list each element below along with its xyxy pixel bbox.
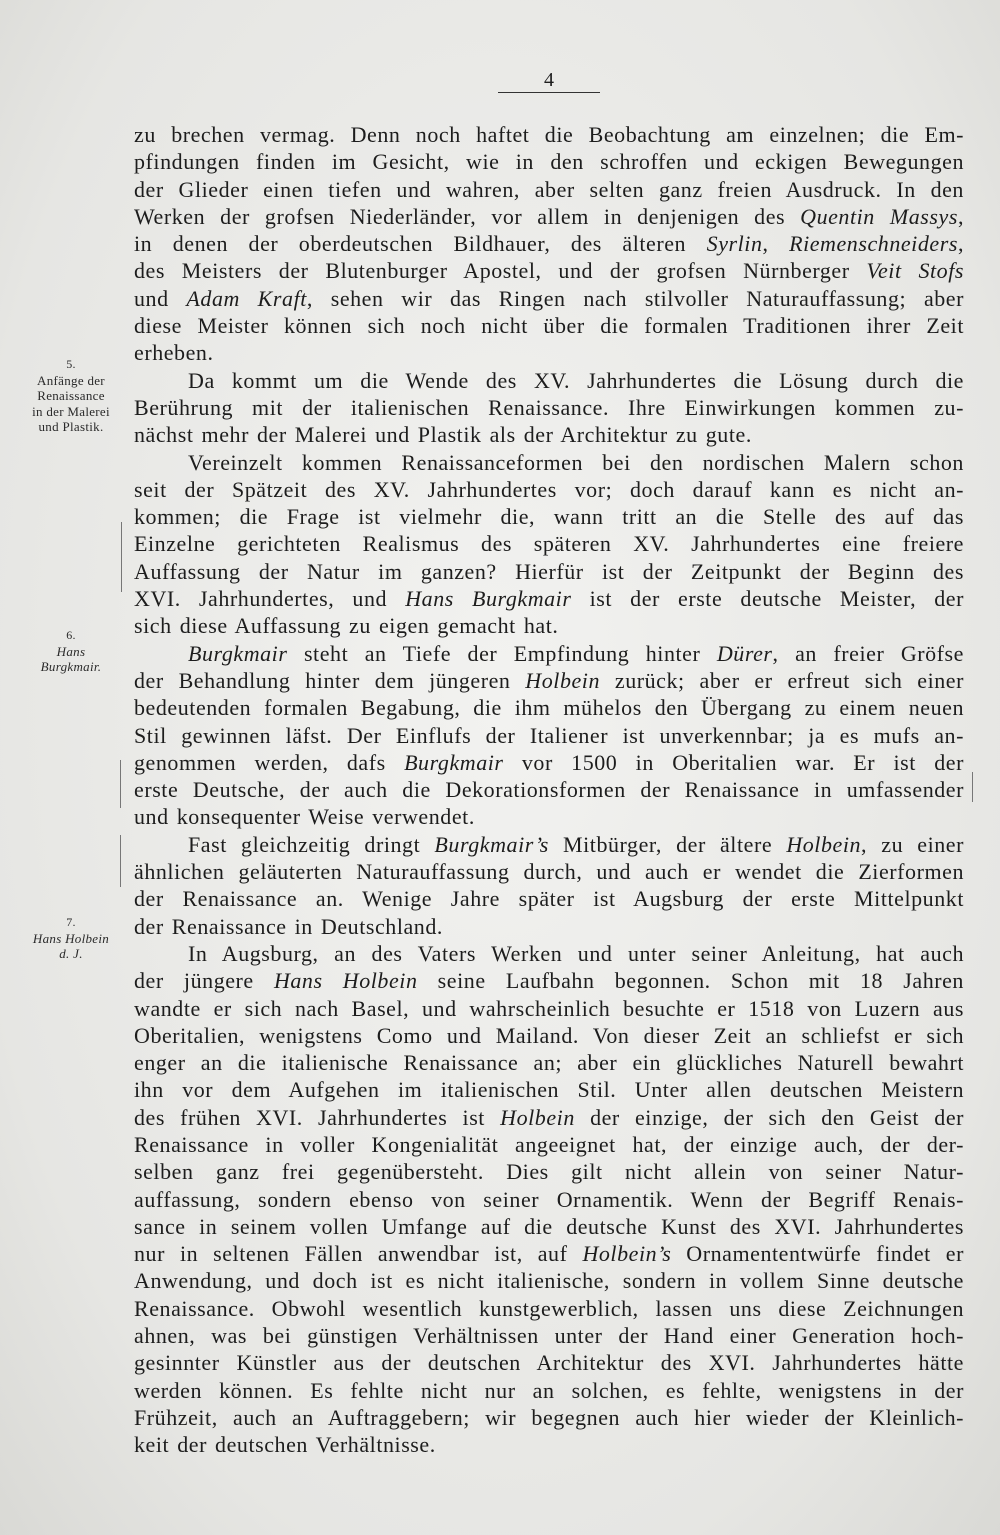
text-line: erheben. [134, 340, 214, 366]
text-line: seit der Spätzeit des XV. Jahrhundertes vor; doch darauf kann es nicht an- [134, 476, 964, 502]
text-line: Fast gleichzeitig dringt Burgkmair’s Mitbürger, der ältere Holbein, zu einer [188, 831, 964, 857]
text-line: sich diese Auffassung zu eigen gemacht hat. [134, 613, 559, 639]
text-line: kommen; die Frage ist vielmehr die, wann tritt an die Stelle des auf das [134, 504, 964, 530]
sidenote-line: Hans [56, 643, 86, 659]
text-line: Werken der grofsen Niederländer, vor allem in denjenigen des Quentin Massys, [134, 203, 964, 229]
text-line: sance in seinem vollen Umfange auf die deutsche Kunst des XVI. Jahrhundertes [134, 1213, 964, 1239]
text-line: Berührung mit der italienischen Renaissance. Ihre Einwirkungen kommen zu- [134, 394, 964, 420]
text-line: der Behandlung hinter dem jüngeren Holbein zurück; aber er erfreut sich einer [134, 667, 964, 693]
text-line: bedeutenden formalen Begabung, die ihm mühelos den Übergang zu einem neuen [134, 695, 964, 721]
sidenote-line: Hans Holbein [32, 930, 110, 946]
sidenote-number: 5. [66, 357, 76, 371]
page-number [498, 70, 600, 90]
text-line: erste Deutsche, der auch die Dekorationsformen der Renaissance in umfassender [134, 777, 964, 803]
text-line: keit der deutschen Verhältnisse. [134, 1432, 436, 1458]
text-line: und Adam Kraft, sehen wir das Ringen nach stilvoller Naturauffassung; aber [134, 285, 964, 311]
text-line: und konsequenter Weise verwendet. [134, 804, 475, 830]
text-line: in denen der oberdeutschen Bildhauer, des älteren Syrlin, Riemenschneiders, [134, 231, 964, 257]
sidenote-line: Burgkmair. [40, 659, 102, 674]
sidenote-hans-holbein [18, 915, 124, 962]
text-line: der Renaissance in Deutschland. [134, 913, 443, 939]
margin-pencil-mark [972, 772, 973, 802]
margin-pencil-mark [120, 760, 121, 808]
text-line: der Glieder einen tiefen und wahren, aber selten ganz freien Ausdruck. In den [134, 176, 964, 202]
text-line: nächst mehr der Malerei und Plastik als der Architektur zu gute. [134, 422, 752, 448]
sidenote-line: in der Malerei [32, 403, 110, 419]
margin-pencil-mark [121, 522, 122, 592]
paragraph [134, 940, 964, 1459]
text-line: werden können. Es fehlte nicht nur an solchen, es fehlte, wenigstens in der [134, 1377, 964, 1403]
text-line: diese Meister können sich noch nicht über die formalen Traditionen ihrer Zeit [134, 313, 964, 339]
text-line: ihn vor dem Aufgehen im italienischen Stil. Unter allen deutschen Meistern [134, 1077, 964, 1103]
text-line: XVI. Jahrhundertes, und Hans Burgkmair ist der erste deutsche Meister, der [134, 586, 964, 612]
text-line: Vereinzelt kommen Renaissanceformen bei den nordischen Malern schon [188, 449, 964, 475]
text-line: auffassung, sondern ebenso von seiner Ornamentik. Wenn der Begriff Renais- [134, 1186, 964, 1212]
text-line: des frühen XVI. Jahrhundertes ist Holbein der einzige, der sich den Geist der [134, 1104, 965, 1130]
text-line: ahnen, was bei günstigen Verhältnissen unter der Hand einer Generation hoch- [134, 1323, 964, 1349]
page-number-rule [498, 92, 600, 93]
text-line: der jüngere Hans Holbein seine Laufbahn begonnen. Schon mit 18 Jahren [134, 968, 964, 994]
page-number-text: 4 [544, 69, 554, 91]
sidenote-anfaenge-renaissance [18, 357, 124, 435]
text-line: pfindungen finden im Gesicht, wie in den schroffen und eckigen Bewegungen [134, 149, 964, 175]
text-line: Anwendung, und doch ist es nicht italienische, sondern in vollem Sinne deutsche [134, 1268, 964, 1294]
sidenote-line: Renaissance [37, 388, 105, 403]
text-line: des Meisters der Blutenburger Apostel, und der grofsen Nürnberger Veit Stofs [134, 258, 964, 284]
text-line: enger an die italienische Renaissance an; aber ein glückliches Naturell bewahrt [134, 1050, 964, 1076]
text-line: Burgkmair steht an Tiefe der Empfindung hinter Dürer, an freier Gröfse [188, 640, 964, 666]
text-line: Oberitalien, wenigstens Como und Mailand. Von dieser Zeit an schliefst er sich [134, 1022, 964, 1048]
text-line: selben ganz frei gegenübersteht. Dies gilt nicht allein von seiner Natur- [134, 1159, 964, 1185]
paragraph [134, 121, 964, 367]
sidenote-number: 7. [66, 915, 76, 929]
paragraph [134, 367, 964, 449]
sidenote-line: Anfänge der [37, 372, 105, 388]
paragraph [134, 640, 964, 831]
text-line: der Renaissance an. Wenige Jahre später ist Augsburg der erste Mittelpunkt [134, 886, 964, 912]
sidenote-line: d. J. [59, 946, 83, 961]
text-line: Einzelne gerichteten Realismus des späteren XV. Jahrhundertes eine freiere [134, 531, 964, 557]
text-line: Renaissance in voller Kongenialität angeeignet hat, der einzige auch, der der- [134, 1131, 964, 1157]
text-line: Stil gewinnen läfst. Der Einflufs der Italiener ist unverkennbar; ja es mufs an- [134, 722, 964, 748]
paragraph [134, 449, 964, 640]
paragraph [134, 831, 964, 940]
text-line: nur in seltenen Fällen anwendbar ist, auf Holbein’s Ornamententwürfe findet er [134, 1241, 964, 1267]
main-text [134, 121, 964, 1459]
text-line: In Augsburg, an des Vaters Werken und unter seiner Anleitung, hat auch [188, 940, 964, 966]
text-line: Renaissance. Obwohl wesentlich kunstgewerblich, lassen uns diese Zeichnungen [134, 1295, 964, 1321]
text-line: Da kommt um die Wende des XV. Jahrhundertes die Lösung durch die [188, 367, 964, 393]
text-line: Frühzeit, auch an Auftraggebern; wir begegnen auch hier wieder der Kleinlich- [134, 1404, 964, 1430]
text-line: zu brechen vermag. Denn noch haftet die Beobachtung am einzelnen; die Em- [134, 122, 964, 147]
sidenote-line: und Plastik. [38, 419, 104, 434]
text-line: gesinnter Künstler aus der deutschen Architektur des XVI. Jahrhundertes hätte [134, 1350, 964, 1376]
sidenote-number: 6. [66, 628, 76, 642]
text-line: ähnlichen geläuterten Naturauffassung durch, und auch er wendet die Zierformen [134, 859, 964, 885]
text-line: genommen werden, dafs Burgkmair vor 1500 in Oberitalien war. Er ist der [134, 749, 964, 775]
text-line: wandte er sich nach Basel, und wahrscheinlich besuchte er 1518 von Luzern aus [134, 995, 964, 1021]
margin-pencil-mark [120, 835, 121, 887]
sidenote-hans-burgkmair [18, 628, 124, 675]
text-line: Auffassung der Natur im ganzen? Hierfür ist der Zeitpunkt der Beginn des [134, 558, 964, 584]
